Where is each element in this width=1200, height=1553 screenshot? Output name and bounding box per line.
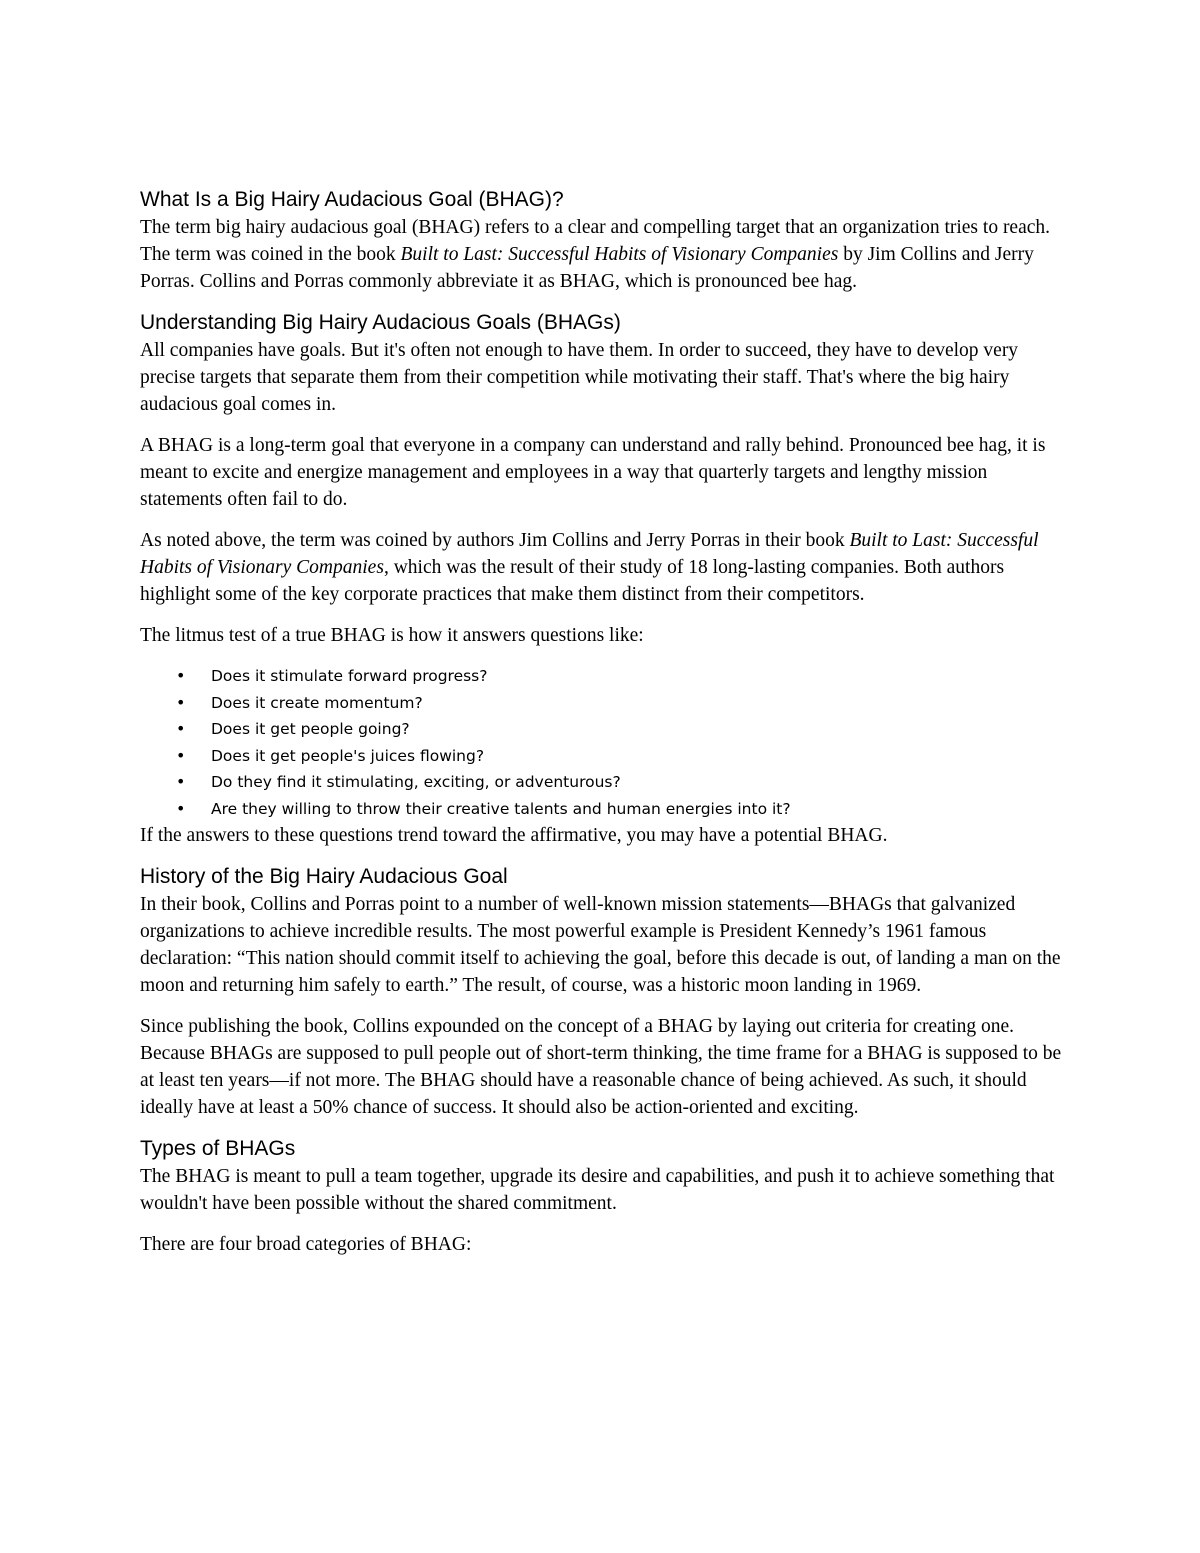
list-item-text: Does it get people going? <box>211 720 410 738</box>
list-item-text: Does it create momentum? <box>211 693 423 712</box>
list-item <box>140 690 1065 717</box>
paragraph-kennedy: In their book, Collins and Porras point to a number of well-known mission statements—BHAGs that galvanized organizations to achieve incredible results. The most powerful example is President Kennedy’s 1961 famous declaration: “This nation should commit itself to achieving the goal, before this decade is out, of landing a man on the moon and returning him safely to earth.” The result, of course, was a historic moon landing in 1969. <box>140 894 1061 996</box>
bullet-icon: • <box>176 745 186 765</box>
paragraph-affirmative: If the answers to these questions trend toward the affirmative, you may have a potential BHAG. <box>140 825 888 846</box>
paragraph-criteria: Since publishing the book, Collins expounded on the concept of a BHAG by laying out criteria for creating one. Because BHAGs are supposed to pull people out of short-term thinking, the time frame for a BHAG is supposed to be at least ten years—if not more. The BHAG should have a reasonable chance of being achieved. As such, it should ideally have at least a 50% chance of success. It should also be action-oriented and exciting. <box>140 1016 1062 1118</box>
section-heading-what-is-bhag: What Is a Big Hairy Audacious Goal (BHAG)? <box>140 188 564 211</box>
paragraph-text: by Jim Collins and Jerry Porras. Collins and Porras commonly abbreviate it as BHAG, which is pronounced bee hag. <box>140 244 1034 292</box>
book-title: Built to Last: Successful Habits of Visionary Companies <box>140 530 1039 578</box>
paragraph-litmus-test: The litmus test of a true BHAG is how it answers questions like: <box>140 625 644 646</box>
bullet-icon: • <box>176 798 186 818</box>
paragraph-long-term-goal: A BHAG is a long-term goal that everyone in a company can understand and rally behind. Pronounced bee hag, it is meant to excite and energize management and employees in a way that quarterly targets and lengthy mission statements often fail to do. <box>140 435 1046 510</box>
paragraph-categories: There are four broad categories of BHAG: <box>140 1234 472 1255</box>
list-item-text: Does it stimulate forward progress? <box>211 667 488 685</box>
list-item <box>140 716 1065 743</box>
paragraph-text: The term big hairy audacious goal (BHAG) refers to a clear and compelling target that an organization tries to reach. The term was coined in the book <box>140 217 1051 265</box>
list-item <box>140 769 1065 796</box>
list-item-text: Are they willing to throw their creative talents and human energies into it? <box>211 799 791 818</box>
paragraph-team: The BHAG is meant to pull a team together, upgrade its desire and capabilities, and push it to achieve something that wouldn't have been possible without the shared commitment. <box>140 1166 1055 1214</box>
paragraph-coined-by <box>140 527 1065 608</box>
bullet-icon: • <box>176 692 186 712</box>
section-heading-history: History of the Big Hairy Audacious Goal <box>140 865 508 888</box>
list-item <box>140 663 1065 690</box>
question-list <box>140 663 1065 822</box>
paragraph-definition <box>140 214 1065 295</box>
document-page <box>140 186 1065 1258</box>
paragraph-text: , which was the result of their study of 18 long-lasting companies. Both authors highlight some of the key corporate practices that make them distinct from their competitors. <box>140 557 1005 605</box>
list-item-text: Does it get people's juices flowing? <box>211 746 485 765</box>
paragraph-goals: All companies have goals. But it's often not enough to have them. In order to succeed, they have to develop very precise targets that separate them from their competition while motivating their staff. That's where the big hairy audacious goal comes in. <box>140 340 1019 415</box>
book-title: Built to Last: Successful Habits of Visionary Companies <box>400 244 839 265</box>
bullet-icon: • <box>176 772 186 791</box>
list-item <box>140 743 1065 770</box>
section-heading-types: Types of BHAGs <box>140 1137 296 1160</box>
list-item-text: Do they find it stimulating, exciting, or adventurous? <box>211 773 621 791</box>
bullet-icon: • <box>176 666 186 685</box>
bullet-icon: • <box>176 719 186 738</box>
section-heading-understanding-bhags: Understanding Big Hairy Audacious Goals (BHAGs) <box>140 311 621 334</box>
list-item <box>140 796 1065 823</box>
paragraph-text: As noted above, the term was coined by authors Jim Collins and Jerry Porras in their book <box>140 530 850 551</box>
